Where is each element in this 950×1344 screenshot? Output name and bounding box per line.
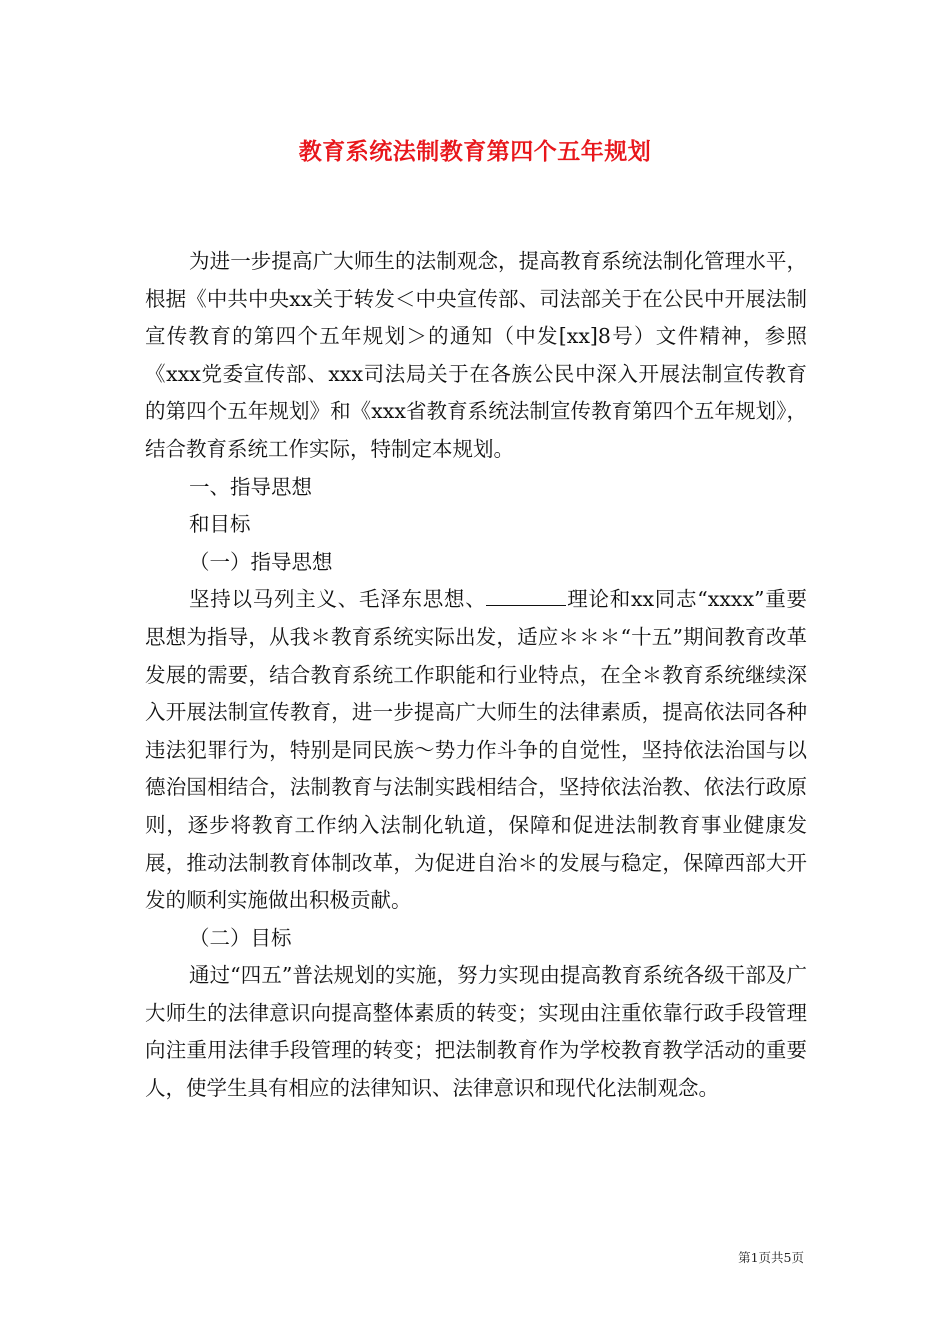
subsection-heading-goal: （二）目标 bbox=[189, 925, 292, 950]
goal-paragraph: 通过“四五”普法规划的实施，努力实现由提高教育系统各级干部及广大师生的法律意识向提高整体素质的转变；实现由注重依靠行政手段管理向注重用法律手段管理的转变；把法制教育作为学校教育教学活动的重要人，使学生具有相应的法律知识、法律意识和现代化法制观念。 bbox=[145, 963, 807, 1101]
section-heading-1: 一、指导思想 bbox=[189, 474, 312, 499]
guiding-paragraph bbox=[145, 581, 807, 919]
document-title: 教育系统法制教育第四个五年规划 bbox=[298, 138, 652, 165]
page-number: 第1页共5页 bbox=[738, 1250, 804, 1265]
intro-paragraph: 为进一步提高广大师生的法制观念，提高教育系统法制化管理水平，根据《中共中央xx关于转发＜中央宣传部、司法部关于在公民中开展法制宣传教育的第四个五年规划＞的通知（中发[xx]8号）文件精神，参照《xxx党委宣传部、xxx司法局关于在各族公民中深入开展法制宣传教育的第四个五年规划》和《xxx省教育系统法制宣传教育第四个五年规划》，结合教育系统工作实际，特制定本规划。 bbox=[145, 249, 807, 461]
subsection-heading-guiding: （一）指导思想 bbox=[189, 549, 333, 574]
section-heading-1-cont: 和目标 bbox=[189, 512, 251, 537]
blank-fill-line bbox=[486, 587, 566, 606]
guiding-paragraph-start: 坚持以马列主义、毛泽东思想、 bbox=[189, 587, 487, 612]
guiding-paragraph-rest: 理论和xx同志“xxxx”重要思想为指导，从我＊教育系统实际出发，适应＊＊＊“十五”期间教育改革发展的需要，结合教育系统工作职能和行业特点，在全＊教育系统继续深入开展法制宣传教育，进一步提高广大师生的法律素质，提高依法同各种违法犯罪行为，特别是同民族～势力作斗争的自觉性，坚持依法治国与以德治国相结合，法制教育与法制实践相结合，坚持依法治教、依法行政原则，逐步将教育工作纳入法制化轨道，保障和促进法制教育事业健康发展，推动法制教育体制改革，为促进自治＊的发展与稳定，保障西部大开发的顺利实施做出积极贡献。 bbox=[145, 587, 808, 913]
document-body bbox=[145, 243, 807, 1108]
